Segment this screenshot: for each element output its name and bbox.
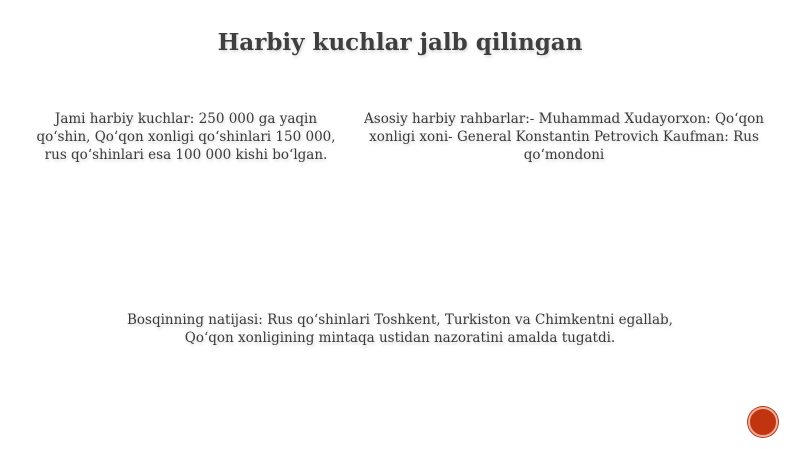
military-forces-text: Jami harbiy kuchlar: 250 000 ga yaqin qo‘shin, Qo‘qon xonligi qo‘shinlari 150 000, rus qo‘shinlari esa 100 000 kishi bo‘lgan.: [36, 111, 336, 163]
circle-nav-icon[interactable]: [748, 407, 778, 437]
military-leaders-text: Asosiy harbiy rahbarlar:- Muhammad Xudayorxon: Qo‘qon xonligi xoni- General Konstantin Petrovich Kaufman: Rus qo‘mondoni: [364, 111, 764, 163]
slide-title: Harbiy kuchlar jalb qilingan: [217, 29, 583, 56]
invasion-result-text: Bosqinning natijasi: Rus qo‘shinlari Toshkent, Turkiston va Chimkentni egallab, Qo‘qon xonligining mintaqa ustidan nazoratini amalda tugatdi.: [127, 312, 673, 346]
